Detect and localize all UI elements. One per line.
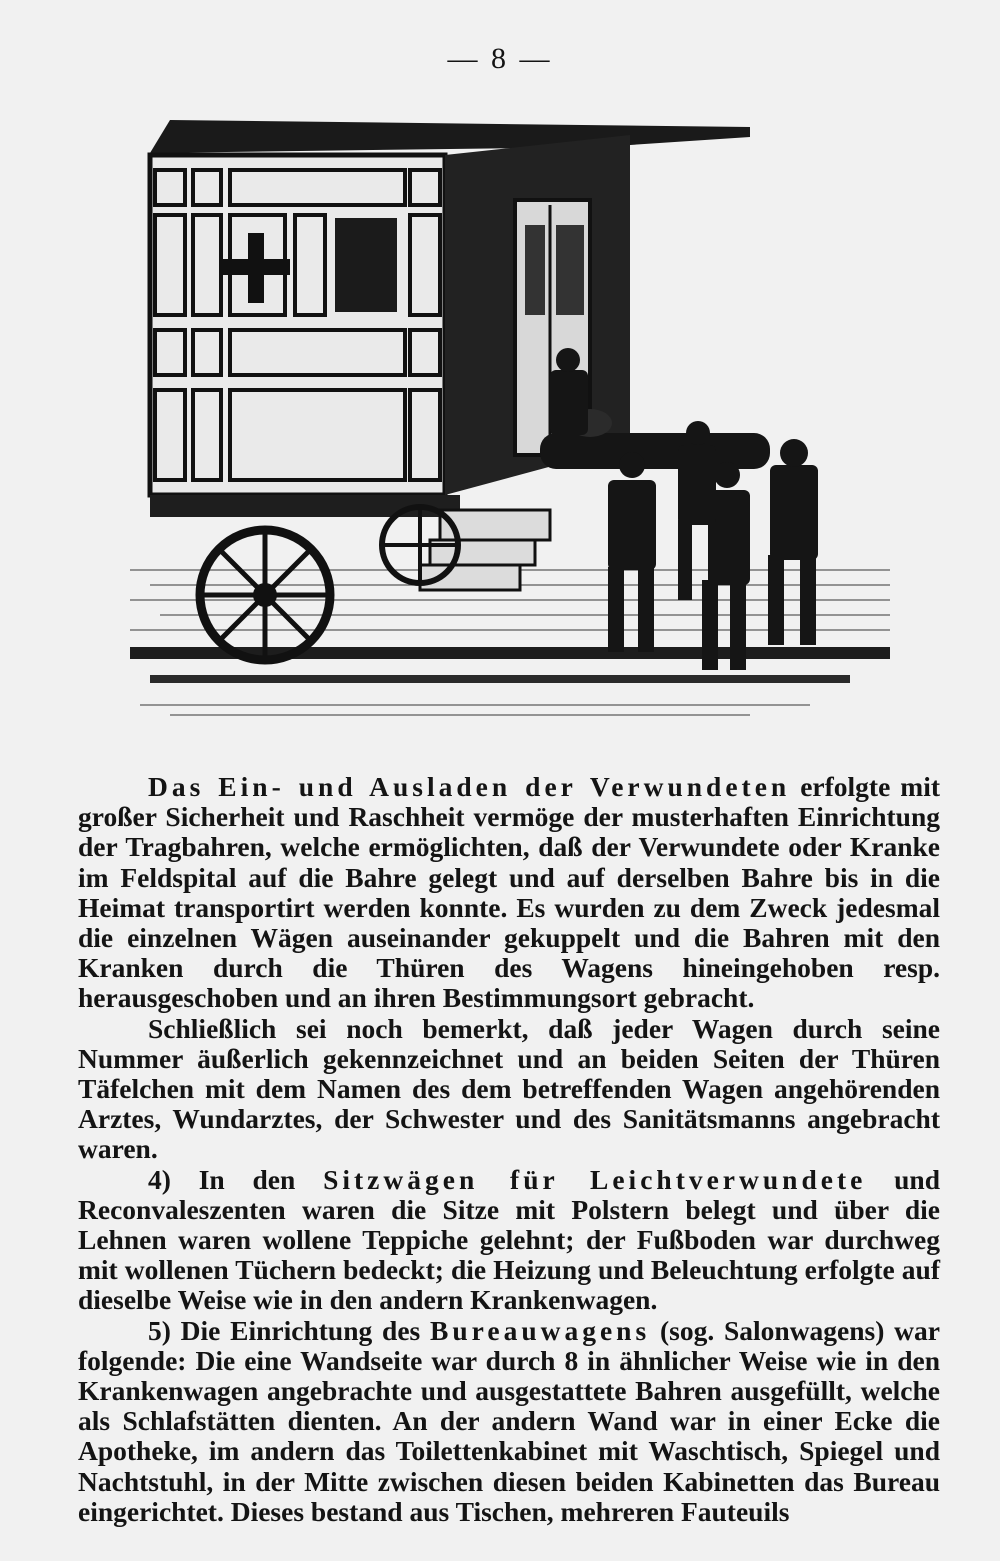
paragraph-text: (sog. Salonwagens) war folgende: Die eine Wandseite war durch 8 in ähnlicher Weise wie in den Krankenwagen angebrachte und ausgestattete Bahren ausgefüllt, welche als Schlafstätten dienten. An der andern Wand war in einer Ecke die Apotheke, im andern das Toilettenkabinet mit Waschtisch, Spiegel und Nachtstuhl, in der Mitte zwischen diesen beiden Kabinetten das Bureau eingerichtet. Dieses bestand aus Tischen, mehreren Fauteuils [78,1314,940,1527]
paragraph-text: erfolgte mit großer Sicherheit und Raschheit vermöge der musterhaften Einrichtung der Tragbahren, welche ermöglichten, daß der Verwundete oder Kranke im Feldspital auf die Bahre gelegt und auf derselben Bahre bis in die Heimat transportirt werden konnte. Es wurden zu dem Zweck jedesmal die einzelnen Wägen auseinander gekuppelt und die Bahren mit den Kranken durch die Thüren des Wagens hineingehoben resp. herausgeschoben und an ihren Bestimmungsort gebracht. [78,771,940,1014]
paragraph-seat-wagons [78,1165,940,1316]
paragraph-loading [78,772,940,1014]
paragraph-numbering: Schließlich sei noch bemerkt, daß jeder Wagen durch seine Nummer äußerlich gekennzeichnet und an beiden Seiten der Thüren Täfelchen mit dem Namen des dem betreffenden Wagen angehörenden Arztes, Wundarztes, der Schwester und des Sanitätsmanns angebracht waren. [78,1012,940,1165]
carriage-window [335,218,397,312]
page-number: — 8 — [447,42,553,75]
stretcher-bearers [540,348,818,670]
paragraph-lead: Das Ein- und Ausladen der Verwundeten [148,771,791,802]
paragraph-number: 5) Die Einrichtung des [148,1314,431,1346]
rail-back [150,675,850,683]
paragraph-text: und Reconvaleszenten waren die Sitze mit Polstern belegt und über die Lehnen waren wollene Teppiche gelehnt; der Fußboden war durchweg mit wollenen Tüchern bedeckt; die Heizung und Beleuchtung erfolgte auf dieselbe Weise wie in den andern Krankenwagen. [78,1163,941,1316]
carriage-roof [150,120,750,153]
paragraph-lead: Sitzwägen für Leichtverwundete [323,1163,867,1195]
paragraph-number: 4) In den [148,1163,324,1195]
body-text [78,772,940,1527]
paragraph-bureau-wagon [78,1316,940,1527]
ambulance-carriage-illustration [130,115,900,730]
paragraph-lead: Bureauwagens [430,1314,651,1346]
wheel-back [382,507,458,583]
